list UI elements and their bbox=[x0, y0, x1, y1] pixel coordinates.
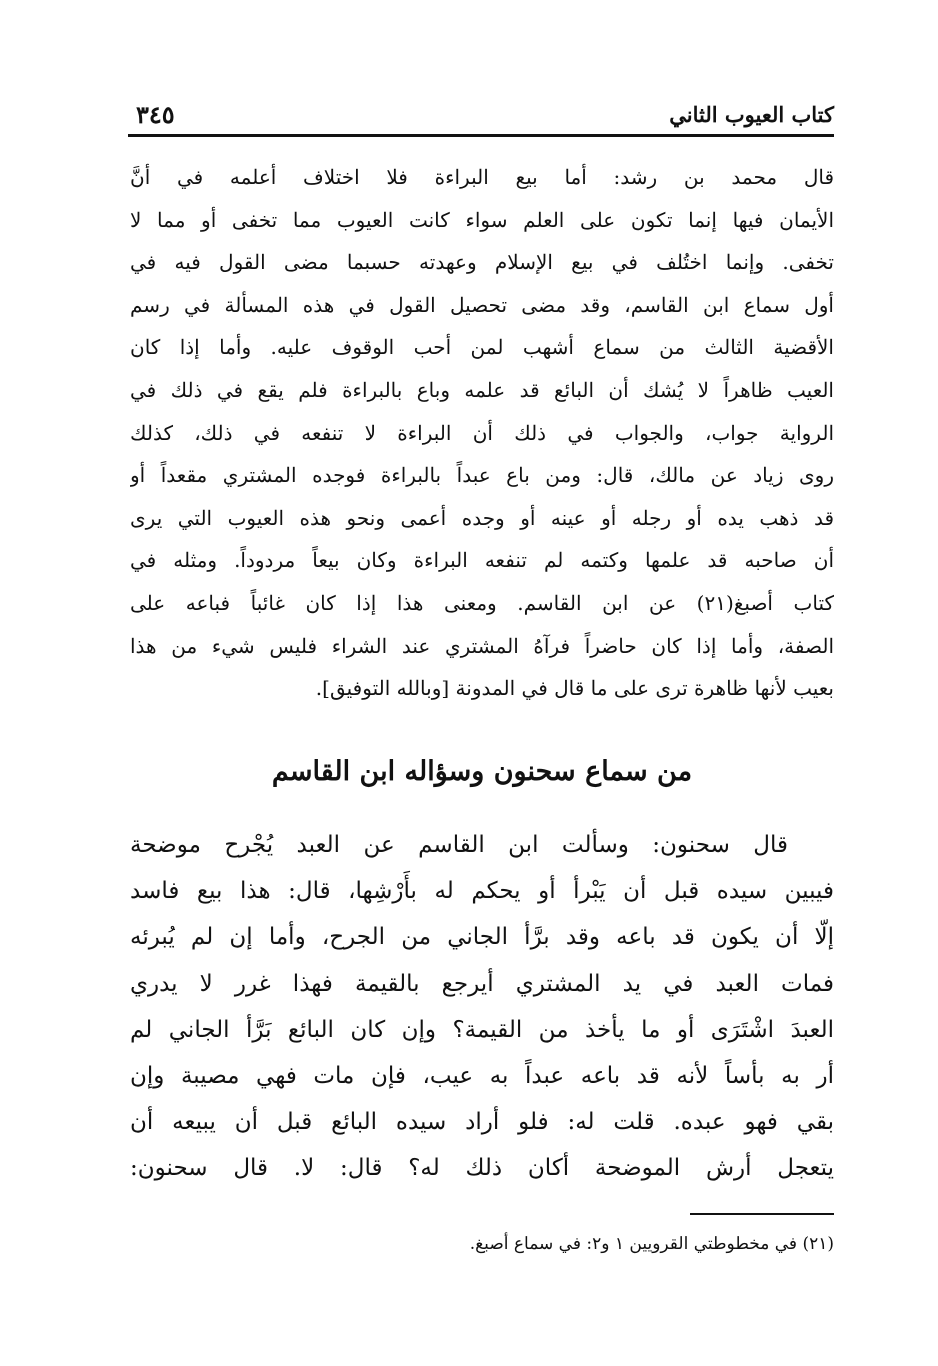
section-heading: من سماع سحنون وسؤاله ابن القاسم bbox=[271, 756, 693, 787]
page-header bbox=[128, 100, 834, 134]
text-line: الأيمان فيها إنما تكون على العلم سواء كانت العيوب مما تخفى أو مما لا bbox=[130, 207, 834, 232]
text-line: تخفى. وإنما اختُلف في بيع الإسلام وعهدته حسبما مضى القول فيه في bbox=[130, 250, 834, 275]
text-line: روى زياد عن مالك، قال: ومن باع عبداً بالبراءة فوجده المشتري مقعداً أو bbox=[130, 463, 834, 488]
page-number: ٣٤٥ bbox=[136, 100, 175, 129]
footnote: (٢١) في مخطوطتي القرويين ١ و٢: في سماع أصبغ. bbox=[469, 1234, 834, 1254]
text-line: كتاب أصبغ(٢١) عن ابن القاسم. ومعنى هذا إذا كان غائباً فباعه على bbox=[130, 590, 834, 615]
text-line: العبدَ اشْتَرَى أو ما يأخذ من القيمة؟ وإن كان البائع بَرَّأ الجاني لم bbox=[130, 1016, 834, 1043]
header-rule bbox=[128, 134, 834, 137]
text-line: إلّا أن يكون قد باعه وقد برَّأ الجاني من الجرح، وأما إن لم يُبرئه bbox=[130, 924, 834, 951]
text-line: قال سحنون: وسألت ابن القاسم عن العبد يُجْرح موضحة bbox=[130, 832, 788, 858]
text-line: الرواية جواب، والجواب في ذلك أن البراءة لا تنفعه في ذلك، كذلك bbox=[130, 420, 834, 445]
text-line: قد ذهب يده أو رجله أو عينه أو وجده أعمى ونحو هذه العيوب التي يرى bbox=[130, 505, 834, 530]
text-line: قال محمد بن رشد: أما بيع البراءة فلا اختلاف أعلمه في أنَّ bbox=[130, 165, 834, 189]
text-line: الأقضية الثالث من سماع أشهب لمن أحب الوقوف عليه. وأما إذا كان bbox=[130, 335, 834, 360]
text-line: الصفة، وأما إذا كان حاضراً فرآهُ المشتري عند الشراء فليس شيء من هذا bbox=[130, 633, 834, 658]
text-line: فيبين سيده قبل أن يَبْرأ أو يحكم له بأَرْشِها، قال: هذا بيع فاسد bbox=[130, 878, 834, 905]
text-line: فمات العبد في يد المشتري أيرجع بالقيمة فهذا غرر لا يدري bbox=[130, 970, 834, 997]
text-line: بعيب لأنها ظاهرة ترى على ما قال في المدونة [وبالله التوفيق]. bbox=[315, 676, 834, 701]
text-line: أول سماع ابن القاسم، وقد مضى تحصيل القول في هذه المسألة في رسم bbox=[130, 292, 834, 317]
footnote-rule bbox=[690, 1213, 834, 1215]
text-line: أر به بأساً لأنه قد باعه عبداً به عيب، فإن مات فهي مصيبة وإن bbox=[130, 1062, 834, 1089]
running-title: كتاب العيوب الثاني bbox=[669, 102, 834, 127]
paragraph-ibn-rushd bbox=[130, 156, 834, 710]
text-line: يتعجل أرش الموضحة أكان ذلك له؟ قال: لا. قال سحنون: bbox=[130, 1155, 834, 1182]
text-line: بقي فهو عبده. قلت له: فلو أراد سيده البائع قبل أن يبيعه أن bbox=[130, 1109, 834, 1136]
text-line: أن صاحبه قد علمها وكتمه لم تنفعه البراءة وكان بيعاً مردوداً. ومثله في bbox=[130, 548, 834, 573]
text-line: العيب ظاهراً لا يُشك أن البائع قد علمه وباع بالبراءة فلم يقع في ذلك في bbox=[130, 377, 834, 402]
paragraph-sahnun bbox=[130, 822, 834, 1192]
